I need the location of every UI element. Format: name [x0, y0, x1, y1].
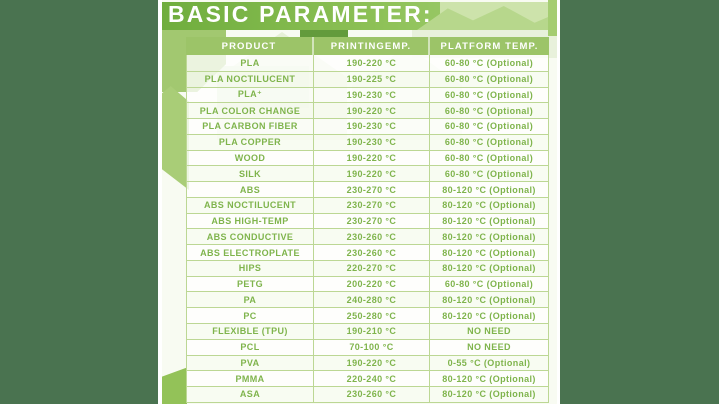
product-cell: ASA [239, 389, 261, 400]
platform-temp-cell: 60-80 °C (Optional) [429, 103, 548, 118]
decor-dark-green-tab [300, 29, 348, 37]
product-cell: ABS ELECTROPLATE [200, 247, 300, 258]
product-cell: ABS HIGH-TEMP [211, 216, 289, 227]
table-row [187, 307, 548, 323]
printing-temp-cell: 230-260 °C [313, 387, 429, 402]
product-cell: HIPS [238, 263, 262, 274]
table-row [187, 165, 548, 181]
printing-temp-cell: 190-220 °C [313, 356, 429, 371]
printing-temp-cell: 190-225 °C [313, 72, 429, 87]
decor-bottom-pentagon [162, 366, 187, 404]
table-row [187, 181, 548, 197]
table-row [187, 102, 548, 118]
printing-temp-cell: 190-220 °C [313, 151, 429, 166]
decor-left-cube-polygon [162, 86, 189, 190]
printing-temp-cell: 190-230 °C [313, 119, 429, 134]
platform-temp-cell: 60-80 °C (Optional) [429, 151, 548, 166]
printing-temp-cell: 230-270 °C [313, 214, 429, 229]
product-cell: PLA⁺ [237, 89, 263, 100]
product-cell: ABS NOCTILUCENT [204, 200, 296, 211]
platform-temp-cell: 60-80 °C (Optional) [429, 119, 548, 134]
column-header-product: PRODUCT [221, 40, 277, 52]
printing-temp-cell: 190-220 °C [313, 166, 429, 181]
table-row [187, 197, 548, 213]
platform-temp-cell: NO NEED [429, 340, 548, 355]
table-row [187, 55, 548, 71]
printing-temp-cell: 190-230 °C [313, 88, 429, 103]
table-row [187, 323, 548, 339]
platform-temp-cell: 80-120 °C (Optional) [429, 245, 548, 260]
platform-temp-cell: 60-80 °C (Optional) [429, 88, 548, 103]
parameter-table [186, 37, 549, 403]
table-row [187, 386, 548, 402]
platform-temp-cell: 80-120 °C (Optional) [429, 214, 548, 229]
printing-temp-cell: 220-240 °C [313, 371, 429, 386]
printing-temp-cell: 230-270 °C [313, 182, 429, 197]
product-cell: PLA [240, 57, 260, 68]
printing-temp-cell: 190-220 °C [313, 103, 429, 118]
product-cell: PLA COLOR CHANGE [199, 105, 301, 116]
platform-temp-cell: NO NEED [429, 324, 548, 339]
column-header-printing-temp: PRINTINGEMP. [312, 37, 428, 55]
printing-temp-cell: 70-100 °C [313, 340, 429, 355]
printing-temp-cell: 230-260 °C [313, 245, 429, 260]
parameter-poster [158, 0, 560, 404]
platform-temp-cell: 80-120 °C (Optional) [429, 198, 548, 213]
table-body [186, 55, 549, 403]
platform-temp-cell: 80-120 °C (Optional) [429, 182, 548, 197]
column-header-platform-temp: PLATFORM TEMP. [428, 37, 549, 55]
printing-temp-cell: 190-230 °C [313, 135, 429, 150]
platform-temp-cell: 60-80 °C (Optional) [429, 277, 548, 292]
printing-temp-cell: 250-280 °C [313, 308, 429, 323]
product-cell: PCL [240, 342, 260, 353]
printing-temp-cell: 230-270 °C [313, 198, 429, 213]
printing-temp-cell: 230-260 °C [313, 229, 429, 244]
printing-temp-cell: 220-270 °C [313, 261, 429, 276]
product-cell: WOOD [234, 152, 266, 163]
product-cell: PA [243, 294, 257, 305]
table-row [187, 213, 548, 229]
decor-right-green-strip [548, 0, 557, 36]
table-row [187, 244, 548, 260]
product-cell: ABS [239, 184, 261, 195]
platform-temp-cell: 60-80 °C (Optional) [429, 55, 548, 71]
table-row [187, 87, 548, 103]
product-cell: PLA CARBON FIBER [202, 121, 298, 132]
product-cell: SILK [238, 168, 262, 179]
platform-temp-cell: 80-120 °C (Optional) [429, 292, 548, 307]
product-cell: FLEXIBLE (TPU) [212, 326, 288, 337]
page-title: BASIC PARAMETER: [168, 1, 433, 27]
table-row [187, 118, 548, 134]
table-row [187, 339, 548, 355]
platform-temp-cell: 80-120 °C (Optional) [429, 308, 548, 323]
platform-temp-cell: 80-120 °C (Optional) [429, 229, 548, 244]
platform-temp-cell: 60-80 °C (Optional) [429, 72, 548, 87]
product-cell: PVA [240, 357, 260, 368]
platform-temp-cell: 80-120 °C (Optional) [429, 261, 548, 276]
platform-temp-cell: 0-55 °C (Optional) [429, 356, 548, 371]
product-cell: ABS CONDUCTIVE [206, 231, 294, 242]
table-row [187, 71, 548, 87]
table-header-row [186, 37, 549, 55]
table-row [187, 134, 548, 150]
platform-temp-cell: 80-120 °C (Optional) [429, 371, 548, 386]
table-row [187, 276, 548, 292]
product-cell: PETG [236, 279, 264, 290]
product-cell: PLA COPPER [218, 137, 282, 148]
table-row [187, 260, 548, 276]
platform-temp-cell: 60-80 °C (Optional) [429, 166, 548, 181]
product-cell: PLA NOCTILUCENT [204, 74, 296, 85]
table-row [187, 291, 548, 307]
printing-temp-cell: 190-210 °C [313, 324, 429, 339]
platform-temp-cell: 60-80 °C (Optional) [429, 135, 548, 150]
product-cell: PC [243, 310, 257, 321]
table-row [187, 355, 548, 371]
printing-temp-cell: 240-280 °C [313, 292, 429, 307]
table-row [187, 370, 548, 386]
table-row [187, 228, 548, 244]
product-cell: PMMA [235, 373, 265, 384]
printing-temp-cell: 200-220 °C [313, 277, 429, 292]
printing-temp-cell: 190-220 °C [313, 55, 429, 71]
platform-temp-cell: 80-120 °C (Optional) [429, 387, 548, 402]
table-row [187, 150, 548, 166]
